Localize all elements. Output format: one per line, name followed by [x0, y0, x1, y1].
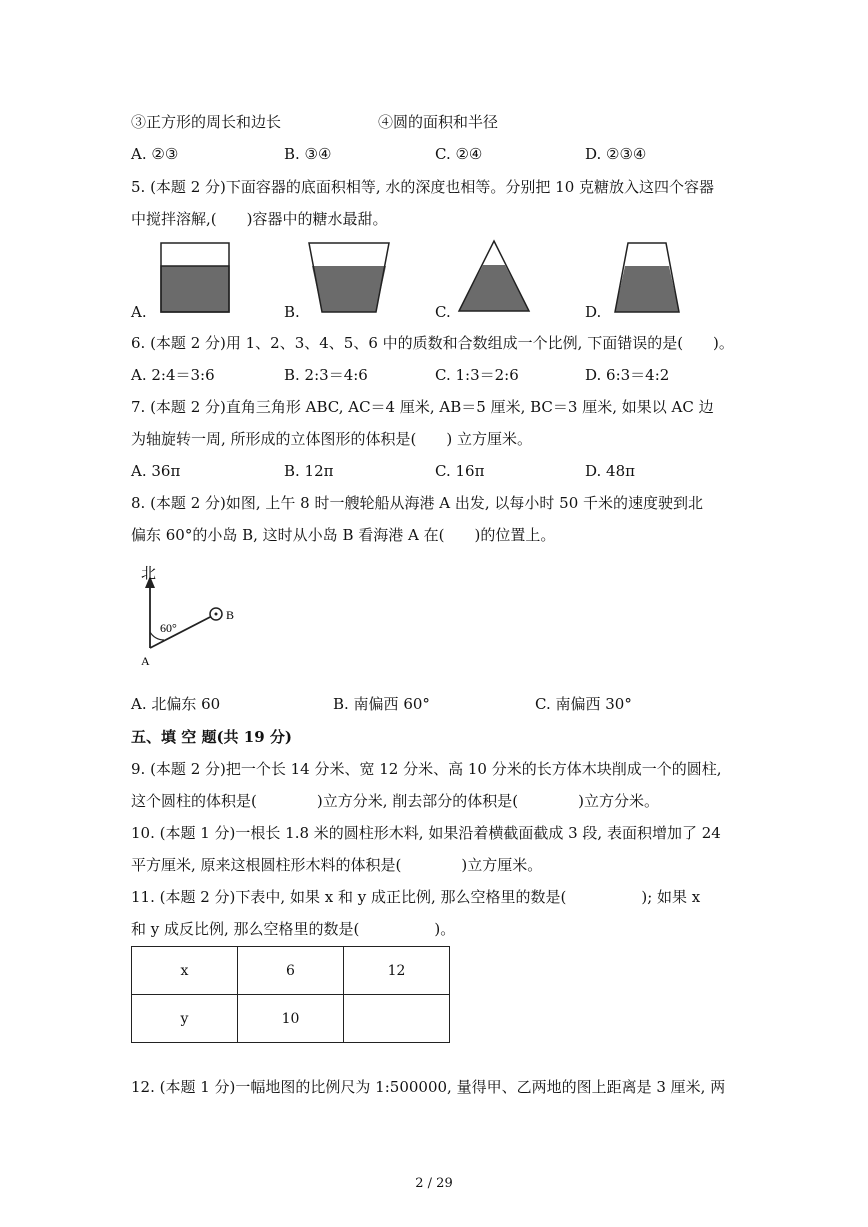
- table-cell: 6: [238, 947, 344, 995]
- q7-option-a: A. 36π: [131, 462, 181, 480]
- q6-option-c: C. 1:3＝2:6: [435, 366, 519, 384]
- q12-text-1: 12. (本题 1 分)一幅地图的比例尺为 1:500000, 量得甲、乙两地的图上距离是 3 厘米, 两: [131, 1078, 726, 1096]
- q4-option-b: B. ③④: [284, 145, 332, 163]
- q8-option-c: C. 南偏西 30°: [535, 695, 632, 713]
- container-c-figure: [458, 240, 532, 314]
- q4-option-c: C. ②④: [435, 145, 483, 163]
- q10-text-1: 10. (本题 1 分)一根长 1.8 米的圆柱形木料, 如果沿着横截面截成 3 段, 表面积增加了 24: [131, 824, 721, 842]
- q5-option-d: D.: [585, 303, 602, 321]
- north-label: 北: [141, 564, 157, 582]
- container-d-figure: [614, 242, 682, 314]
- q9-text-1: 9. (本题 2 分)把一个长 14 分米、宽 12 分米、高 10 分米的长方体木块削成一个的圆柱,: [131, 760, 722, 778]
- q4-option-d: D. ②③④: [585, 145, 647, 163]
- q7-option-b: B. 12π: [284, 462, 334, 480]
- table-cell: [344, 995, 450, 1043]
- container-b-figure: [308, 242, 392, 314]
- q4-option-a: A. ②③: [131, 145, 179, 163]
- table-cell: 10: [238, 995, 344, 1043]
- q6-option-a: A. 2:4＝3:6: [131, 366, 215, 384]
- q7-text-1: 7. (本题 2 分)直角三角形 ABC, AC＝4 厘米, AB＝5 厘米, BC＝3 厘米, 如果以 AC 边: [131, 398, 714, 416]
- q8-text-1: 8. (本题 2 分)如图, 上午 8 时一艘轮船从海港 A 出发, 以每小时 50 千米的速度驶到北: [131, 494, 704, 512]
- point-a-label: A: [141, 654, 150, 668]
- q4-item-4: ④圆的面积和半径: [378, 113, 499, 131]
- q5-text-1: 5. (本题 2 分)下面容器的底面积相等, 水的深度也相等。分别把 10 克糖放入这四个容器: [131, 178, 715, 196]
- q8-option-b: B. 南偏西 60°: [333, 695, 430, 713]
- table-row: [132, 995, 450, 1043]
- q7-option-c: C. 16π: [435, 462, 485, 480]
- table-row: [132, 947, 450, 995]
- q8-option-a: A. 北偏东 60: [131, 695, 221, 713]
- xy-table: [131, 946, 450, 1043]
- table-cell: y: [132, 995, 238, 1043]
- q7-option-d: D. 48π: [585, 462, 635, 480]
- angle-label: 60°: [160, 621, 177, 635]
- q5-option-c: C.: [435, 303, 451, 321]
- q5-option-b: B.: [284, 303, 300, 321]
- page-number: 2 / 29: [415, 1176, 453, 1191]
- q5-option-a: A.: [131, 303, 147, 321]
- direction-diagram: [138, 562, 248, 672]
- q6-text: 6. (本题 2 分)用 1、2、3、4、5、6 中的质数和合数组成一个比例, 下面错误的是( )。: [131, 334, 734, 352]
- section-heading: 五、填 空 题(共 19 分): [131, 728, 292, 746]
- point-b-label: B: [226, 608, 235, 622]
- table-cell: x: [132, 947, 238, 995]
- q11-text-2: 和 y 成反比例, 那么空格里的数是( )。: [131, 920, 456, 938]
- table-cell: 12: [344, 947, 450, 995]
- q8-text-2: 偏东 60°的小岛 B, 这时从小岛 B 看海港 A 在( )的位置上。: [131, 526, 556, 544]
- q7-text-2: 为轴旋转一周, 所形成的立体图形的体积是( ) 立方厘米。: [131, 430, 533, 448]
- q11-text-1: 11. (本题 2 分)下表中, 如果 x 和 y 成正比例, 那么空格里的数是( ); 如果 x: [131, 888, 701, 906]
- q4-item-3: ③正方形的周长和边长: [131, 113, 282, 131]
- q6-option-d: D. 6:3＝4:2: [585, 366, 670, 384]
- q10-text-2: 平方厘米, 原来这根圆柱形木料的体积是( )立方厘米。: [131, 856, 543, 874]
- q5-text-2: 中搅拌溶解,( )容器中的糖水最甜。: [131, 210, 388, 228]
- q9-text-2: 这个圆柱的体积是( )立方分米, 削去部分的体积是( )立方分米。: [131, 792, 659, 810]
- container-a-figure: [160, 242, 232, 314]
- q6-option-b: B. 2:3＝4:6: [284, 366, 368, 384]
